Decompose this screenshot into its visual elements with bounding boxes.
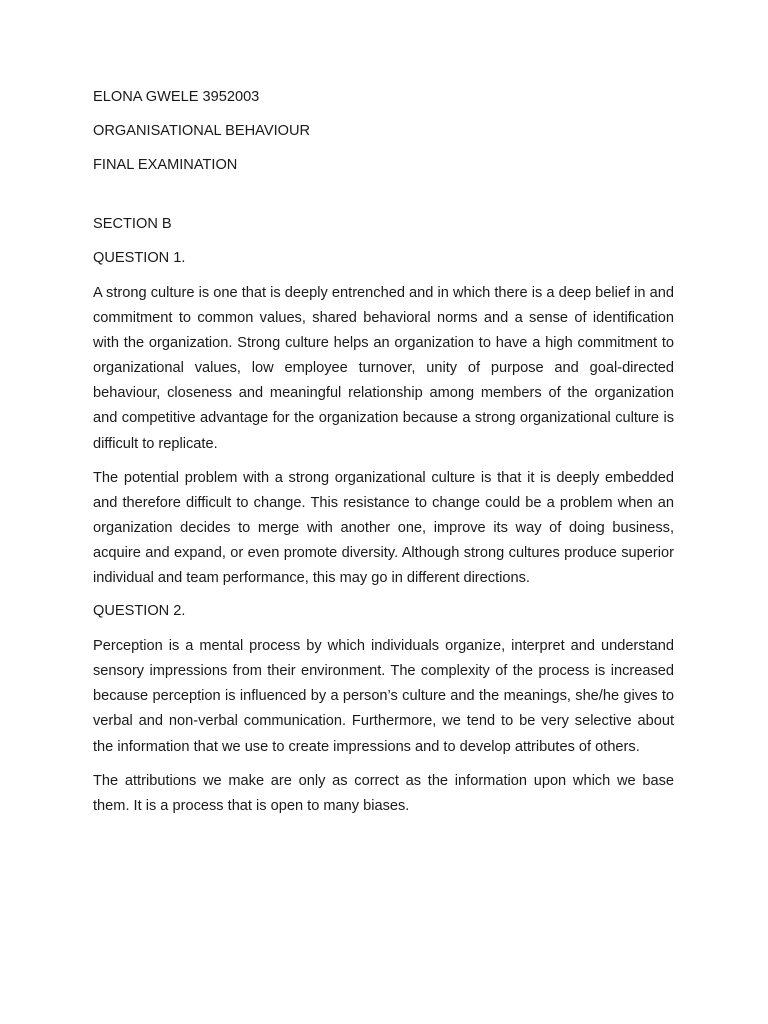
student-name-line: ELONA GWELE 3952003	[93, 89, 260, 105]
question-2-title: QUESTION 2.	[93, 603, 186, 620]
section-title: SECTION B	[93, 216, 172, 232]
header-spacer	[93, 176, 674, 213]
course-title: ORGANISATIONAL BEHAVIOUR	[93, 123, 311, 139]
question-1-paragraph-1: A strong culture is one that is deeply entrenched and in which there is a deep belief in and commitment to common values, shared behavioral norms and a sense of identification with the organization. Strong culture helps an organization to have a high commitment to organizational values, low employee turnover, unity of purpose and goal-directed behaviour, closeness and meaningful relationship among members of the organization and competitive advantage for the organization because a strong organizational culture is difficult to replicate.	[93, 285, 674, 452]
question-2-paragraph-1: Perception is a mental process by which individuals organize, interpret and understand sensory impressions from their environment. The complexity of the process is increased because perception is influenced by a person’s culture and the meanings, she/he gives to verbal and non-verbal communication. Furthermore, we tend to be very selective about the information that we use to create impressions and to develop attributes of others.	[93, 638, 674, 755]
question-1-paragraph-2: The potential problem with a strong organizational culture is that it is deeply embedded and therefore difficult to change. This resistance to change could be a problem when an organization decides to merge with another one, improve its way of doing business, acquire and expand, or even promote diversity. Although strong cultures produce superior individual and team performance, this may go in different directions.	[93, 469, 674, 587]
exam-title: FINAL EXAMINATION	[93, 157, 238, 173]
question-2-paragraph-2: The attributions we make are only as correct as the information upon which we base them. It is a process that is open to many biases.	[93, 772, 674, 814]
document-body	[93, 86, 674, 828]
question-1-title: QUESTION 1.	[93, 250, 186, 266]
